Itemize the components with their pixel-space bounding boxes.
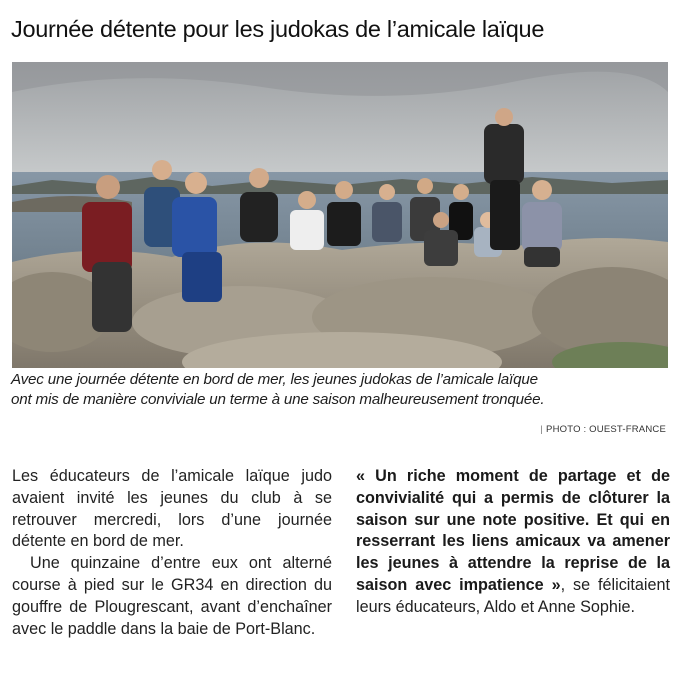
photo-caption [11, 370, 673, 410]
photo-credit [540, 424, 666, 435]
paragraph-2: Une quinzaine d’entre eux ont alterné course à pied sur le GR34 en direction du gouffre de Plougrescant, avant d’enchaîner avec le paddle dans la baie de Port-Blanc. [12, 554, 332, 638]
paragraph-1: Les éducateurs de l’amicale laïque judo avaient invité les jeunes du club à se retrouver mercredi, lors d’une journée détente en bord de mer. [12, 467, 332, 551]
credit-separator: | [540, 424, 544, 435]
article-photo [12, 62, 668, 368]
credit-text: PHOTO : OUEST-FRANCE [546, 424, 666, 435]
caption-line-2: ont mis de manière conviviale un terme à une saison malheureusement tronquée. [11, 391, 545, 408]
headline: Journée détente pour les judokas de l’amicale laïque [11, 16, 545, 42]
quote-attribution: , se félicitaient leurs éducateurs, Aldo et Anne Sophie. [356, 575, 670, 616]
left-column [12, 466, 332, 640]
caption-line-1: Avec une journée détente en bord de mer, les jeunes judokas de l’amicale laïque [11, 371, 538, 388]
quote-paragraph [356, 466, 670, 619]
photo-illustration [12, 62, 668, 368]
quote-text: « Un riche moment de partage et de convivialité qui a permis de clôturer la saison sur une note positive. Et qui en resserrant les liens amicaux va amener les jeunes à attendre la reprise de la saison avec impatience » [356, 467, 670, 594]
right-column [356, 466, 670, 619]
